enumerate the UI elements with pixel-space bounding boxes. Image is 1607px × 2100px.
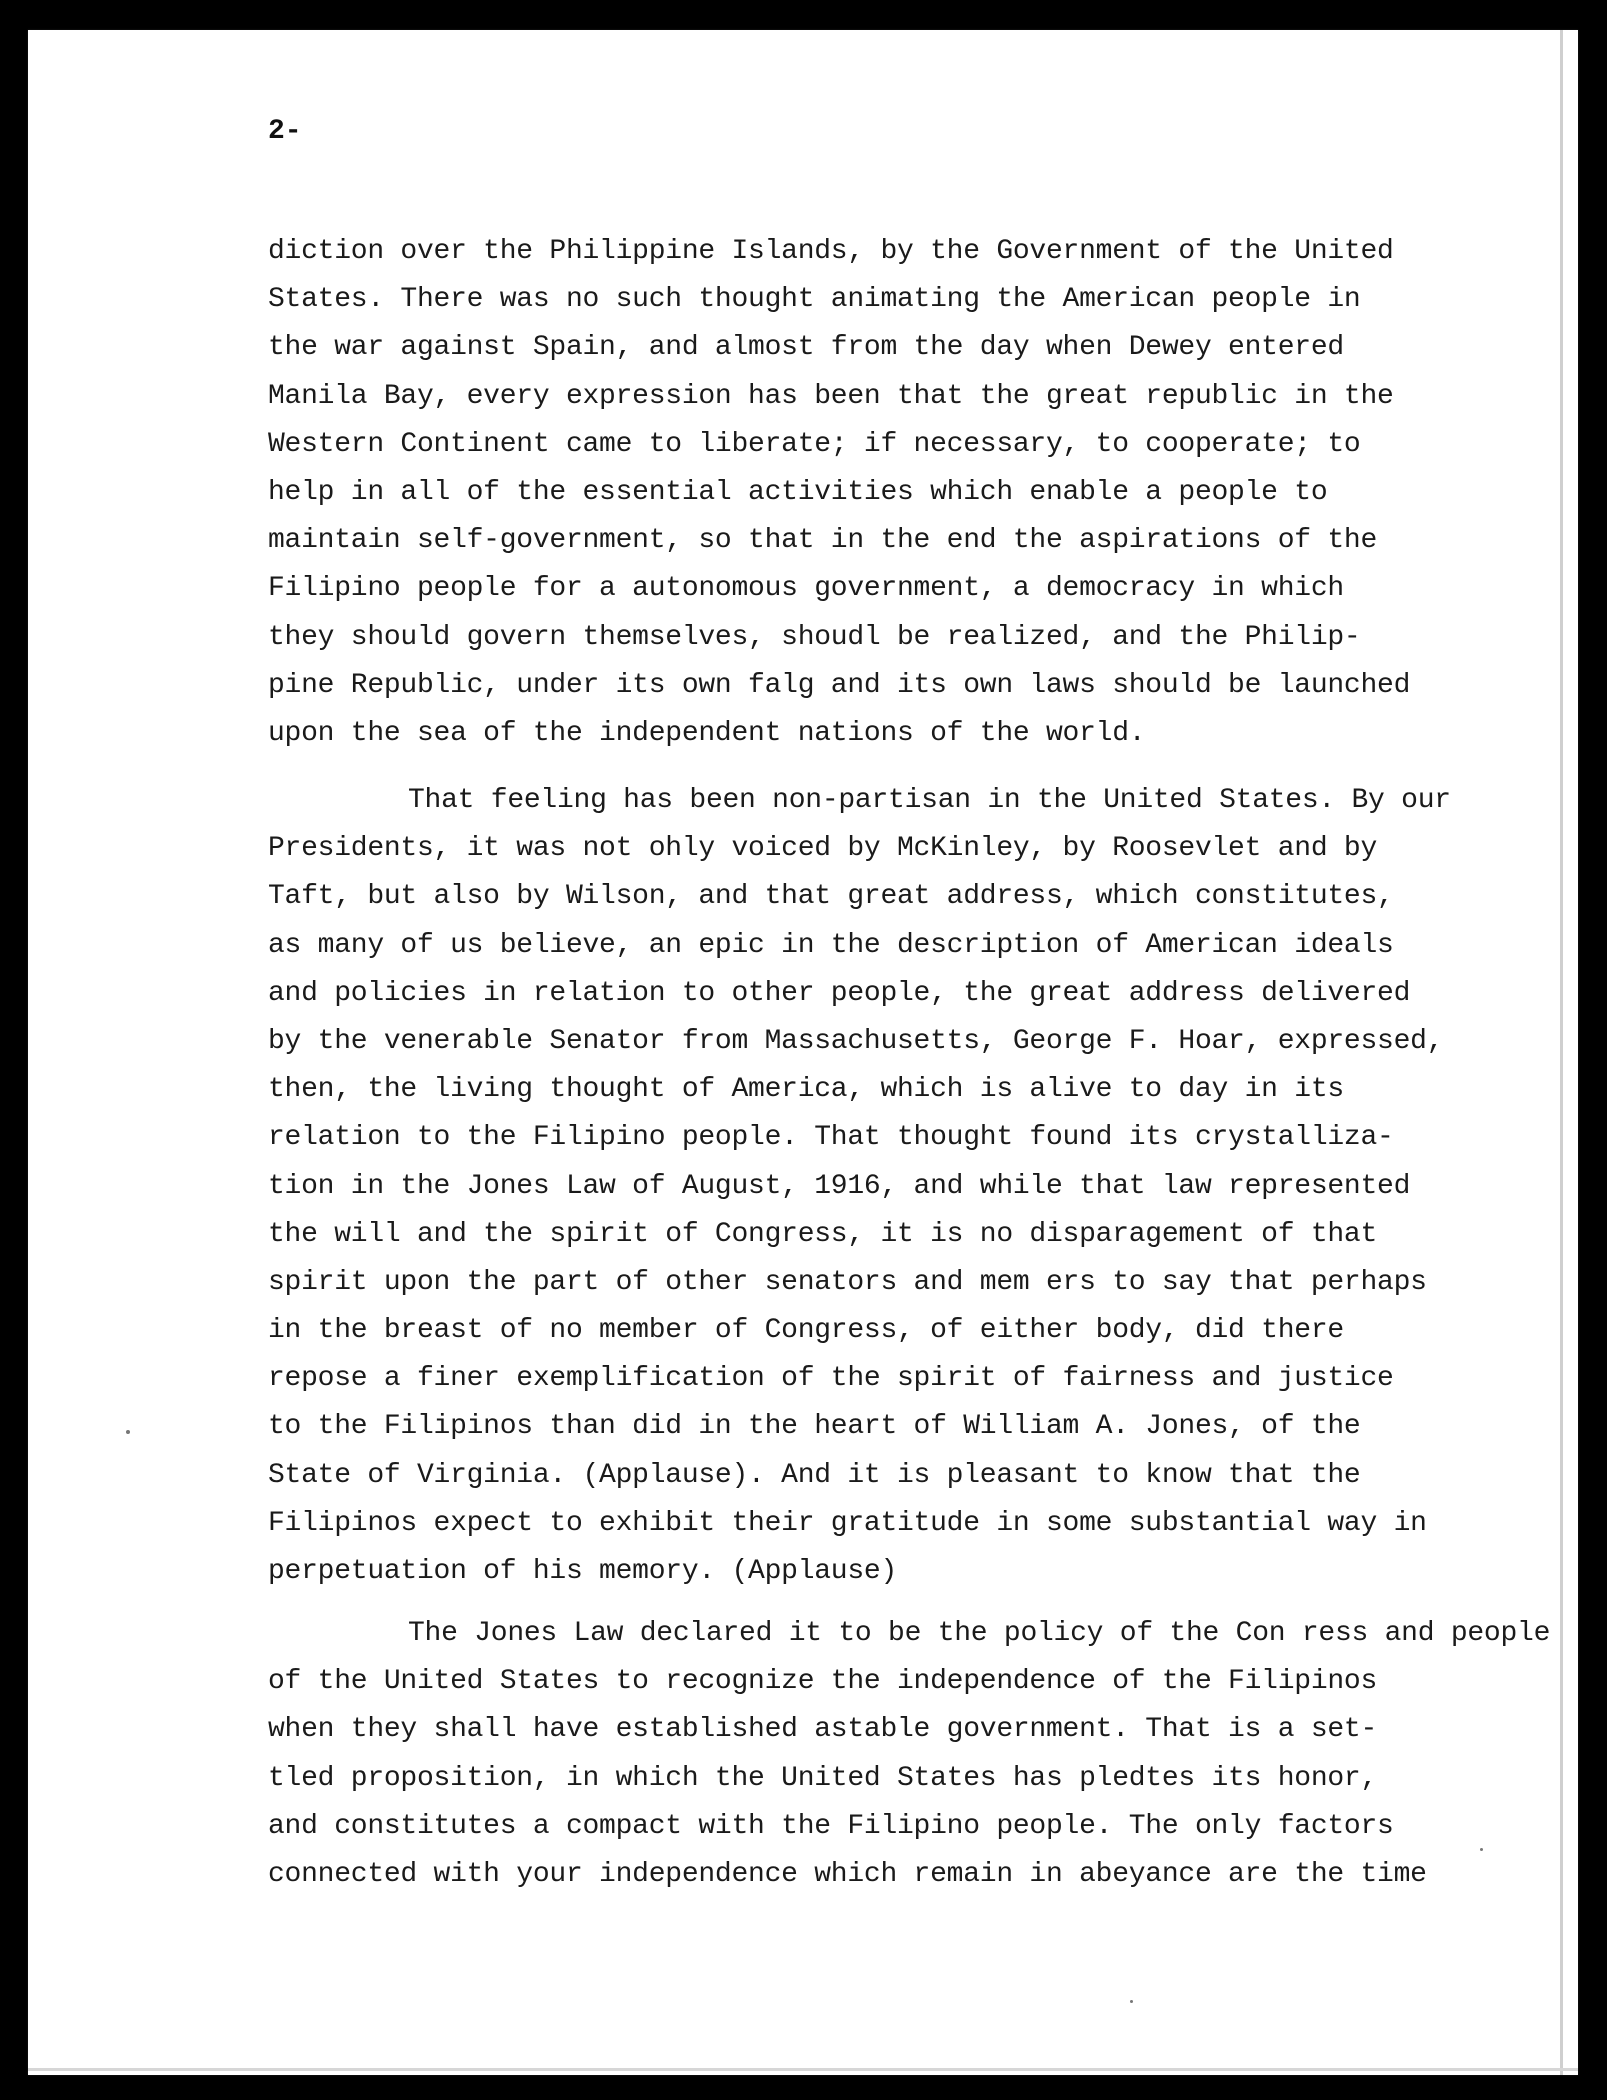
text-line: by the venerable Senator from Massachusetts, George F. Hoar, expressed, (268, 1025, 1444, 1057)
text-line: Filipino people for a autonomous government, a democracy in which (268, 573, 1344, 605)
text-line: The Jones Law declared it to be the policy of the Con ress and people (408, 1618, 1551, 1649)
text-line: when they shall have established astable government. That is a set- (268, 1714, 1378, 1746)
paragraph-2 (268, 777, 1558, 1596)
text-line: upon the sea of the independent nations of the world. (268, 717, 1146, 749)
text-line: pine Republic, under its own falg and its own laws should be launched (268, 669, 1411, 701)
text-line: perpetuation of his memory. (Applause) (268, 1556, 898, 1587)
text-line: they should govern themselves, shoudl be realized, and the Philip- (268, 621, 1361, 653)
text-line: the war against Spain, and almost from the day when Dewey entered (268, 332, 1344, 364)
text-line: then, the living thought of America, which is alive to day in its (268, 1074, 1344, 1106)
text-line: to the Filipinos than did in the heart of William A. Jones, of the (268, 1411, 1361, 1443)
text-line: and policies in relation to other people, the great address delivered (268, 977, 1411, 1009)
text-line: maintain self-government, so that in the end the aspirations of the (268, 525, 1378, 557)
text-line: connected with your independence which remain in abeyance are the time (268, 1858, 1427, 1890)
scan-speck (126, 1430, 130, 1434)
text-line: Taft, but also by Wilson, and that great address, which constitutes, (268, 881, 1394, 913)
text-line: the will and the spirit of Congress, it is no disparagement of that (268, 1218, 1378, 1250)
text-line: tled proposition, in which the United States has pledtes its honor, (268, 1762, 1378, 1794)
page-edge-right (1560, 30, 1563, 2075)
text-line: That feeling has been non-partisan in the United States. By our (408, 785, 1451, 816)
text-line: relation to the Filipino people. That thought found its crystalliza- (268, 1122, 1394, 1154)
text-line: Western Continent came to liberate; if necessary, to cooperate; to (268, 428, 1361, 460)
page-edge-bottom (28, 2068, 1578, 2071)
text-line: repose a finer exemplification of the spirit of fairness and justice (268, 1363, 1394, 1395)
text-line: diction over the Philippine Islands, by the Government of the United (268, 236, 1394, 267)
text-line: spirit upon the part of other senators and mem ers to say that perhaps (268, 1266, 1427, 1298)
text-line: Presidents, it was not ohly voiced by McKinley, by Roosevlet and by (268, 833, 1378, 865)
paragraph-3 (268, 1610, 1558, 1899)
text-line: help in all of the essential activities which enable a people to (268, 476, 1328, 508)
page-number: 2- (268, 116, 302, 147)
text-line: States. There was no such thought animating the American people in (268, 284, 1361, 316)
text-line: and constitutes a compact with the Filipino people. The only factors (268, 1810, 1394, 1842)
text-line: as many of us believe, an epic in the description of American ideals (268, 929, 1394, 961)
paragraph-1 (268, 228, 1558, 758)
scan-speck (1480, 1848, 1483, 1851)
text-line: Manila Bay, every expression has been that the great republic in the (268, 380, 1394, 412)
text-line: tion in the Jones Law of August, 1916, and while that law represented (268, 1170, 1411, 1202)
text-line: Filipinos expect to exhibit their gratitude in some substantial way in (268, 1507, 1427, 1539)
text-line: of the United States to recognize the independence of the Filipinos (268, 1666, 1378, 1698)
text-line: in the breast of no member of Congress, of either body, did there (268, 1315, 1344, 1347)
text-line: State of Virginia. (Applause). And it is pleasant to know that the (268, 1459, 1361, 1491)
scan-speck (1130, 2000, 1133, 2003)
